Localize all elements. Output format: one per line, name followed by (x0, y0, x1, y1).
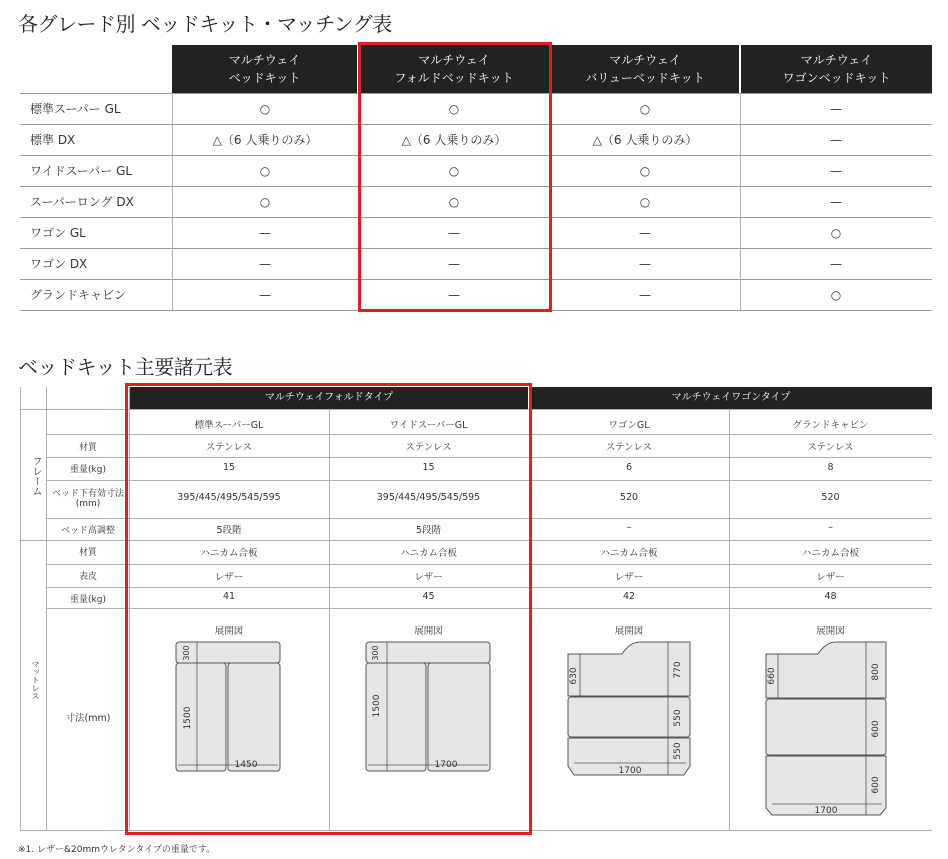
matching-cell: △（6 人乗りのみ） (592, 133, 698, 147)
spec-row-label-text: 材質 (78, 443, 97, 453)
matching-cell: ○ (448, 164, 460, 178)
spec-cell: 520 (619, 492, 639, 503)
spec-row-label-unit: (mm) (75, 499, 101, 509)
spec-cell: ハニカム合板 (399, 548, 457, 559)
spec-cell: 395/445/495/545/595 (177, 492, 281, 503)
matching-table-title: 各グレード別 ベッドキット・マッチング表 (18, 12, 392, 36)
spec-cell: 395/445/495/545/595 (376, 492, 481, 503)
matching-cell: — (259, 226, 271, 240)
spec-cell: – (828, 522, 833, 533)
diagram-dim-label: 1500 (372, 694, 382, 718)
highlight-box-fold-kit (358, 42, 552, 312)
matching-cell: — (830, 133, 842, 147)
matching-cell: ○ (448, 195, 460, 209)
matching-cell: — (259, 257, 271, 271)
spec-group-wagon: マルチウェイワゴンタイプ (530, 387, 932, 409)
matching-cell: — (448, 257, 460, 271)
spec-row-label-text: ベッド高調整 (60, 526, 115, 536)
matching-header-bed-kit: マルチウェイ ベッドキット (172, 45, 357, 93)
spec-cell: 5段階 (216, 525, 242, 536)
matching-cell: ○ (259, 102, 271, 116)
matching-header-value-bed-kit: マルチウェイ バリューベッドキット (551, 45, 739, 93)
matching-row-label: グランドキャビン (30, 288, 127, 302)
spec-cell: 42 (622, 591, 636, 602)
spec-row-label-text: 重量(kg) (70, 465, 106, 475)
matching-cell: ○ (830, 288, 842, 302)
diagram-title: 展開図 (414, 626, 443, 637)
spec-row-label-text: 表皮 (78, 572, 97, 582)
matching-header-wagon-bed-kit: マルチウェイ ワゴンベッドキット (741, 45, 932, 93)
spec-cell: – (626, 522, 632, 533)
spec-cell: 15 (222, 462, 236, 473)
diagram-title: 展開図 (214, 626, 244, 637)
matching-cell: △（6 人乗りのみ） (401, 133, 507, 147)
matching-row-label: スーパーロング DX (30, 195, 134, 209)
spec-cell: 6 (625, 462, 633, 473)
diagram-dim-label: 1450 (234, 760, 258, 770)
matching-cell: ○ (259, 164, 271, 178)
diagram-dim-label: 770 (673, 661, 683, 679)
matching-row-label: ワイドスーパー GL (30, 164, 133, 178)
spec-dim-label: 寸法(mm) (65, 713, 111, 724)
section-mattress-label: マットレス (31, 660, 40, 700)
matching-cell: — (639, 288, 651, 302)
diagram-dim-label: 800 (871, 663, 881, 681)
diagram-dim-label: 1700 (814, 806, 838, 816)
spec-cell: 41 (222, 591, 236, 602)
spec-cell: ステンレス (205, 442, 253, 453)
spec-cell: 45 (422, 591, 435, 602)
matching-header-fold-bed-kit: マルチウェイ フォルドベッドキット (359, 45, 549, 93)
spec-cell: レザー (816, 572, 845, 583)
diagram-dim-label: 300 (371, 645, 380, 661)
matching-cell: ○ (259, 195, 271, 209)
spec-cell: ステンレス (807, 442, 854, 453)
spec-group-fold: マルチウェイフォルドタイプ (130, 387, 528, 409)
diagram-title: 展開図 (614, 626, 644, 637)
spec-cell: ステンレス (405, 442, 452, 453)
matching-row-label: ワゴン GL (30, 226, 86, 240)
spec-row-label-text: 材質 (78, 548, 97, 558)
diagram-dim-label: 630 (569, 667, 579, 685)
spec-cell: 15 (422, 462, 435, 473)
matching-cell: ○ (639, 164, 651, 178)
matching-cell: — (448, 226, 460, 240)
matching-row-label: ワゴン DX (30, 257, 88, 271)
diagram-dim-label: 600 (871, 720, 881, 738)
spec-cell: レザー (414, 572, 443, 583)
diagram-title: 展開図 (816, 626, 845, 637)
diagram-dim-label: 300 (182, 645, 191, 661)
spec-row-label-text: 重量(kg) (70, 595, 106, 605)
matching-cell: — (639, 226, 651, 240)
diagram-dim-label: 660 (767, 667, 777, 685)
grid-line (46, 387, 47, 830)
spec-sub-wagon-gl: ワゴンGL (608, 420, 650, 431)
spec-cell: ステンレス (605, 442, 653, 453)
matching-cell: — (259, 288, 271, 302)
diagram-wagon-gl (562, 638, 698, 780)
matching-cell: — (830, 257, 842, 271)
grid-line (729, 409, 730, 830)
spec-cell: 5段階 (415, 525, 442, 536)
spec-sub-grand-cabin: グランドキャビン (792, 420, 869, 431)
grid-line (20, 387, 21, 830)
diagram-grand-cabin (762, 638, 898, 820)
spec-cell: 520 (821, 492, 840, 503)
spec-cell: ハニカム合板 (600, 548, 658, 559)
diagram-dim-label: 1700 (434, 760, 458, 770)
matching-cell: ○ (830, 226, 842, 240)
spec-cell: ハニカム合板 (200, 548, 258, 559)
diagram-dim-label: 550 (673, 742, 683, 760)
spec-row-label (46, 545, 130, 558)
spec-row-label (46, 440, 130, 453)
highlight-box-fold-type (125, 383, 532, 835)
spec-row-label (46, 523, 130, 536)
spec-cell: 48 (824, 591, 837, 602)
spec-cell: ハニカム合板 (801, 548, 859, 559)
spec-row-label (46, 462, 130, 475)
spec-row-label (46, 592, 130, 605)
matching-row-label: 標準 DX (30, 133, 76, 147)
divider (740, 93, 741, 310)
spec-row-label-text: ベッド下有効寸法 (51, 489, 124, 499)
matching-cell: △（6 人乗りのみ） (212, 133, 318, 147)
footnote: ※1. レザー&20mmウレタンタイプの重量です。 (18, 845, 216, 855)
matching-cell: ○ (639, 102, 651, 116)
spec-row-label (46, 569, 130, 582)
spec-cell: レザー (214, 572, 244, 583)
matching-cell: — (830, 195, 842, 209)
spec-cell: レザー (614, 572, 644, 583)
spec-sub-standard-super-gl: 標準スーパーGL (194, 420, 264, 431)
diagram-dim-label: 1500 (183, 706, 193, 730)
matching-cell: — (639, 257, 651, 271)
matching-cell: — (448, 288, 460, 302)
matching-cell: — (830, 164, 842, 178)
spec-table-title: ベッドキット主要諸元表 (18, 355, 233, 379)
divider (172, 93, 173, 310)
spec-sub-wide-super-gl: ワイドスーパーGL (389, 420, 468, 431)
matching-cell: ○ (639, 195, 651, 209)
matching-cell: — (830, 102, 842, 116)
section-frame-label: フレーム (30, 456, 41, 496)
spec-cell: 8 (827, 462, 834, 473)
spec-row-label (46, 486, 130, 509)
diagram-dim-label: 550 (673, 709, 683, 727)
matching-row-label: 標準スーパー GL (30, 102, 121, 116)
matching-cell: ○ (448, 102, 460, 116)
diagram-dim-label: 1700 (618, 766, 642, 776)
diagram-dim-label: 600 (871, 776, 881, 794)
